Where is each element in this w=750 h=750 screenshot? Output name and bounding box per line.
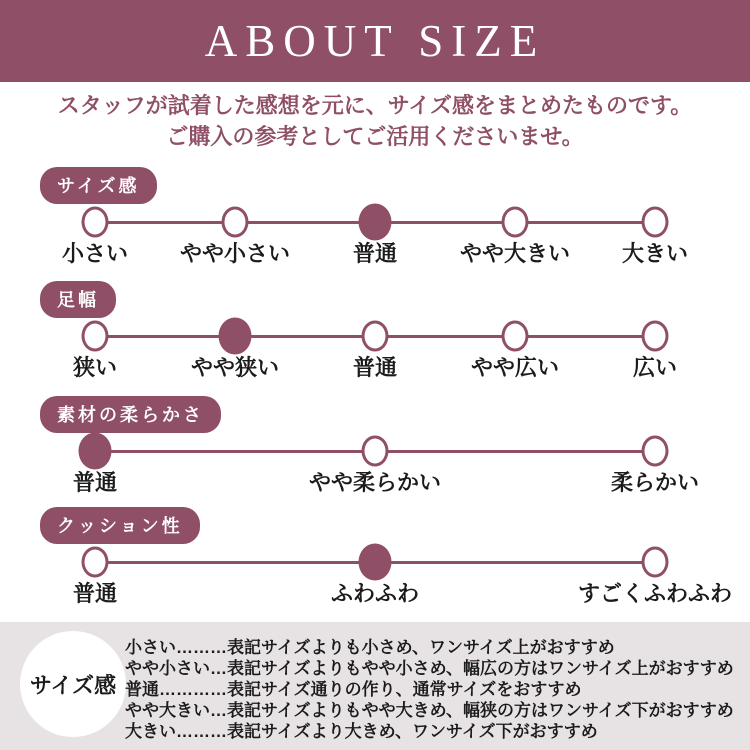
scale-point-label: 広い — [632, 355, 678, 380]
scale-dot — [82, 547, 109, 578]
legend-title-circle — [20, 631, 126, 737]
scale-dot-selected — [79, 433, 112, 470]
scale-point-label: 狭い — [72, 355, 118, 380]
legend-row: 小さい………表記サイズよりも小さめ、ワンサイズ上がおすすめ — [125, 638, 615, 657]
scale-badge: サイズ感 — [40, 167, 157, 204]
legend-title: サイズ感 — [29, 672, 117, 698]
scale-point-label: やや広い — [470, 355, 560, 380]
scale-point-label: 小さい — [61, 241, 129, 266]
scale-point-label: 柔らかい — [610, 470, 700, 495]
scale-dot — [82, 207, 109, 238]
scale-dot — [642, 547, 669, 578]
scale-dot — [642, 321, 669, 352]
intro-line-2: ご購入の参考としてご活用くださいませ。 — [166, 124, 584, 149]
intro-text — [0, 90, 750, 152]
scale-group — [0, 396, 750, 506]
scale-dot — [642, 207, 669, 238]
scale-dot — [362, 436, 389, 467]
scale-point-label: ふわふわ — [330, 581, 420, 606]
scale-dot-selected — [219, 318, 252, 355]
page-title: ABOUT SIZE — [204, 16, 546, 66]
scale-dot — [222, 207, 249, 238]
scale-dot — [642, 436, 669, 467]
scale-badge: クッション性 — [40, 507, 200, 544]
scale-dot — [362, 321, 389, 352]
legend-row: 大きい………表記サイズより大きめ、ワンサイズ下がおすすめ — [125, 722, 598, 741]
intro-line-1: スタッフが試着した感想を元に、サイズ感をまとめたものです。 — [57, 93, 693, 118]
scale-point-label: 大きい — [621, 241, 689, 266]
scale-dot — [502, 207, 529, 238]
legend-rows — [125, 637, 734, 742]
scale-group — [0, 281, 750, 391]
scale-dot-selected — [359, 204, 392, 241]
scale-badge: 足幅 — [40, 281, 116, 318]
scale-dot-selected — [359, 544, 392, 581]
scale-point-label: やや柔らかい — [308, 470, 442, 495]
scale-point-label: やや狭い — [190, 355, 280, 380]
header-band — [0, 0, 750, 82]
legend-row: 普通…………表記サイズ通りの作り、通常サイズをおすすめ — [125, 680, 582, 699]
scale-group — [0, 167, 750, 277]
scale-point-label: 普通 — [352, 355, 398, 380]
scale-point-label: 普通 — [72, 470, 118, 495]
legend-row: やや小さい…表記サイズよりもやや小さめ、幅広の方はワンサイズ上がおすすめ — [125, 659, 734, 678]
scale-point-label: やや小さい — [179, 241, 291, 266]
scale-point-label: 普通 — [352, 241, 398, 266]
scale-dot — [502, 321, 529, 352]
legend-box — [0, 622, 750, 750]
scale-point-label: すごくふわふわ — [577, 581, 733, 606]
scale-group — [0, 507, 750, 617]
scale-point-label: 普通 — [72, 581, 118, 606]
scale-badge: 素材の柔らかさ — [40, 396, 221, 433]
scale-point-label: やや大きい — [459, 241, 571, 266]
scale-dot — [82, 321, 109, 352]
legend-row: やや大きい…表記サイズよりもやや大きめ、幅狭の方はワンサイズ下がおすすめ — [125, 701, 734, 720]
